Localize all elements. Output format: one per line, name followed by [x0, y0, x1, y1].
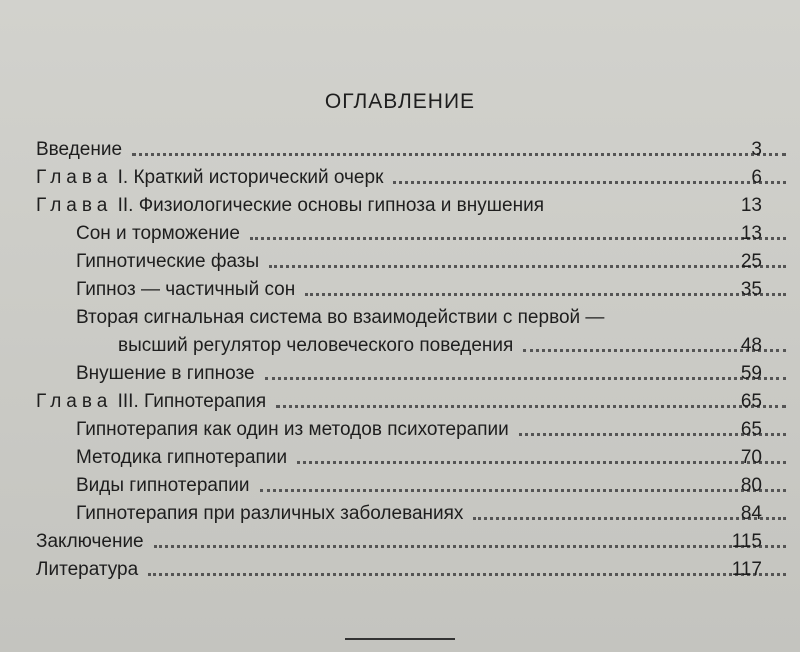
dot-leader [297, 461, 786, 464]
toc-entry-page: 6 [751, 167, 762, 188]
dot-leader [265, 377, 786, 380]
dot-leader [148, 573, 786, 576]
toc-entry-page: 48 [740, 335, 762, 356]
bottom-rule [345, 638, 455, 640]
toc-entry-label: Литература [36, 559, 139, 580]
toc-entry-page: 59 [740, 363, 762, 384]
toc-entry-page: 65 [740, 419, 762, 440]
toc-entry-phases [0, 245, 800, 273]
toc-entry-label: Внушение в гипнозе [76, 363, 255, 384]
toc-entry-label: Вторая сигнальная система во взаимодействии с первой — [76, 307, 605, 328]
page-title: ОГЛАВЛЕНИЕ [324, 90, 476, 113]
toc-entry-chapter-2 [0, 189, 800, 217]
chapter-title: I. Краткий исторический очерк [117, 167, 384, 188]
toc-entry-label: Гипнотические фазы [76, 251, 260, 272]
toc-entry-page: 117 [731, 559, 762, 580]
chapter-word: Глава [36, 195, 113, 216]
toc-entry-label [36, 167, 383, 189]
toc-entry-signal-system-line1 [0, 301, 800, 329]
dot-leader [276, 405, 786, 408]
toc-entry-label: Введение [36, 139, 123, 160]
toc-entry-sleep [0, 217, 800, 245]
toc-entry-suggestion [0, 357, 800, 385]
toc-entry-chapter-1 [0, 161, 800, 189]
toc-entry-page: 13 [740, 223, 762, 244]
toc-entry-page: 3 [751, 139, 762, 160]
toc-entry-label [36, 391, 266, 413]
toc-entry-label: Заключение [36, 531, 144, 552]
toc-entry-partial-sleep [0, 273, 800, 301]
toc-entry-label: Сон и торможение [76, 223, 240, 244]
toc-entry-label: Виды гипнотерапии [76, 475, 250, 496]
toc-entry-introduction [0, 133, 800, 161]
toc-entry-signal-system-line2 [0, 329, 800, 357]
toc-entry-chapter-3 [0, 385, 800, 413]
chapter-word: Глава [36, 391, 113, 412]
toc-entry-page: 13 [740, 195, 762, 216]
chapter-word: Глава [36, 167, 113, 188]
toc-entry-conclusion [0, 525, 800, 553]
chapter-title: III. Гипнотерапия [117, 391, 267, 412]
toc-entry-page: 35 [740, 279, 762, 300]
toc-entry-label: Гипнотерапия при различных заболеваниях [76, 503, 464, 524]
toc-entry-literature [0, 553, 800, 581]
toc-entry-label [36, 195, 544, 217]
toc-entry-page: 84 [740, 503, 762, 524]
toc-entry-kinds [0, 469, 800, 497]
dot-leader [250, 237, 786, 240]
dot-leader [260, 489, 787, 492]
toc-entry-label: Гипноз — частичный сон [76, 279, 296, 300]
toc-entry-page: 65 [740, 391, 762, 412]
toc-entry-page: 80 [740, 475, 762, 496]
chapter-title: II. Физиологические основы гипноза и внушения [117, 195, 544, 216]
dot-leader [132, 153, 786, 156]
dot-leader [305, 293, 786, 296]
toc-entry-label: Методика гипнотерапии [76, 447, 288, 468]
dot-leader [473, 517, 786, 520]
dot-leader [269, 265, 786, 268]
dot-leader [154, 545, 786, 548]
toc-entry-method [0, 441, 800, 469]
toc-entry-label: Гипнотерапия как один из методов психотерапии [76, 419, 509, 440]
toc-entry-page: 70 [740, 447, 762, 468]
toc-entry-psychotherapy [0, 413, 800, 441]
toc-entry-label: высший регулятор человеческого поведения [118, 335, 514, 356]
toc-entry-page: 115 [731, 531, 762, 552]
toc-entry-diseases [0, 497, 800, 525]
dot-leader [393, 181, 786, 184]
toc-entry-page: 25 [740, 251, 762, 272]
